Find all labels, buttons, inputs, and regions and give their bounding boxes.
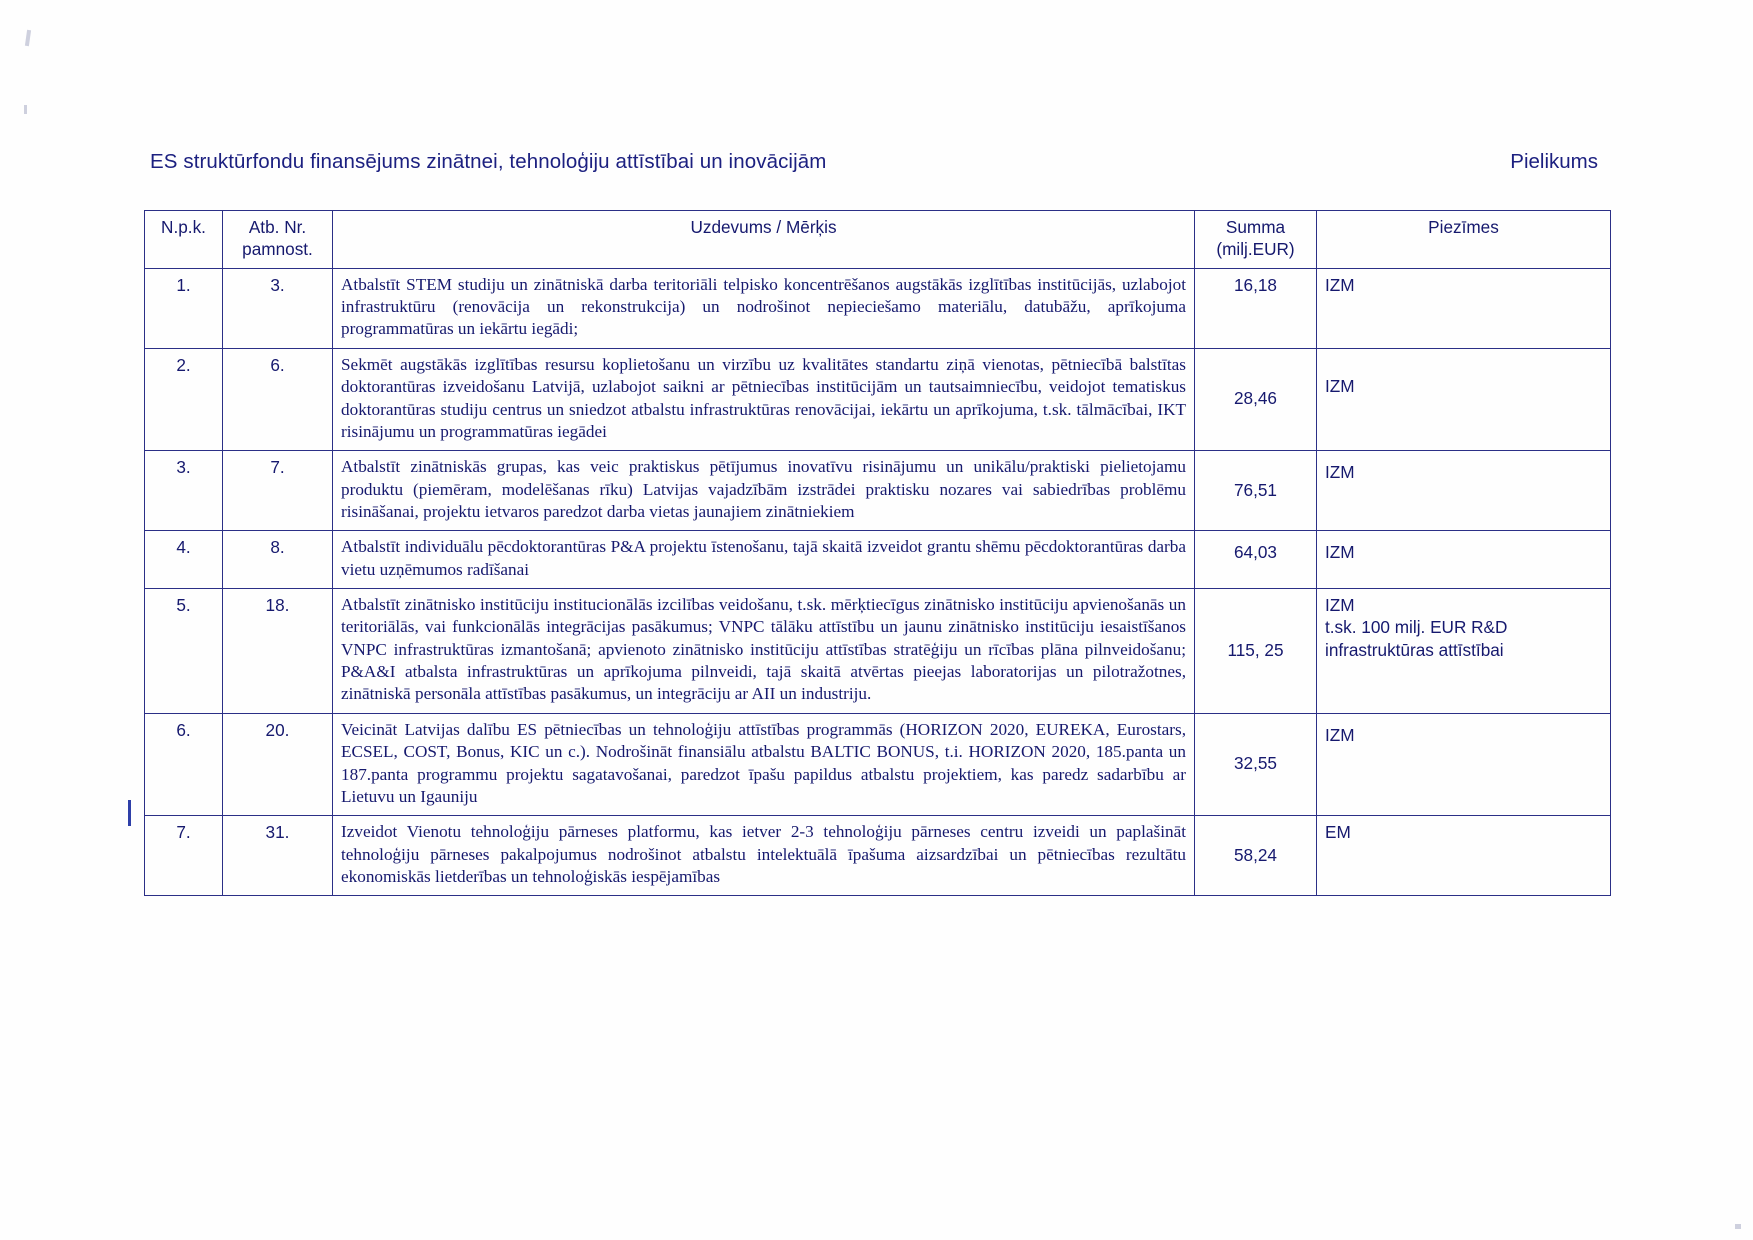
margin-mark xyxy=(128,800,131,826)
cell-atb: 8. xyxy=(223,531,333,589)
cell-task: Atbalstīt zinātnisko institūciju institucionālās izcilības veidošanu, t.sk. mērķtiecīgus zinātnisko institūciju apvienošanās un teritoriālās, vai funkcionālās integrācijas pasākumus; VNPC tālāku attīstību un jaunu zinātnisko institūciju iesaistīšanos VNPC infrastruktūras izmantošanā; apvienoto zinātnisko institūciju attīstības stratēģiju un rīcības plāna pilnveidošanu; P&A&I atbalsta infrastruktūras un aprīkojuma pilnveidi, tajā skaitā atvērtas pieejas laboratorijas un pilotražotnes, zinātniskā personāla attīstības pasākumus, un integrāciju ar AII un industriju. xyxy=(333,589,1195,714)
table-row xyxy=(145,348,1611,450)
table-row xyxy=(145,589,1611,714)
column-header-atb-line1: Atb. Nr. xyxy=(248,217,307,237)
cell-np: 1. xyxy=(145,268,223,348)
cell-task: Izveidot Vienotu tehnoloģiju pārneses platformu, kas ietver 2-3 tehnoloģiju pārneses centru izveidi un paplašināt tehnoloģiju pārneses pakalpojumus nodrošinot atbalstu intelektuālā īpašuma aizsardzībai un pētniecības rezultātu ekonomiskās lietderības un tehnoloģiskās iespējamības xyxy=(333,816,1195,896)
page-title: ES struktūrfondu finansējums zinātnei, tehnoloģiju attīstībai un inovācijām xyxy=(150,150,827,173)
cell-task: Atbalstīt individuālu pēcdoktorantūras P&A projektu īstenošanu, tajā skaitā izveidot grantu shēmu pēcdoktorantūras darba vietu uzņēmumos radīšanai xyxy=(333,531,1195,589)
annex-label: Pielikums xyxy=(1510,150,1598,173)
column-header-atb-line2: pamnost. xyxy=(242,239,313,260)
cell-note-detail: t.sk. 100 milj. EUR R&D infrastruktūras attīstībai xyxy=(1325,617,1508,660)
cell-note: IZM xyxy=(1317,348,1611,450)
cell-np: 4. xyxy=(145,531,223,589)
cell-task: Sekmēt augstākās izglītības resursu koplietošanu un virzību uz kvalitātes standartu ziņā vienotas, pētniecībā balstītas doktorantūras izveidošanu Latvijā, uzlabojot saikni ar pētniecības institūcijām un tautsaimniecību, veidojot tematiskus doktorantūras studiju centrus un sniedzot atbalstu infrastruktūras renovācijai, iekārtu un aprīkojuma, t.sk. tālmācībai, IKT risinājumu un programmatūras iegādei xyxy=(333,348,1195,450)
column-header-sum-line1: Summa xyxy=(1225,217,1286,237)
cell-atb: 20. xyxy=(223,713,333,815)
cell-np: 6. xyxy=(145,713,223,815)
cell-task: Atbalstīt STEM studiju un zinātniskā darba teritoriāli telpisko koncentrēšanos augstākās izglītības institūcijās, uzlabojot infrastruktūru (renovācija un rekonstrukcija) un nodrošinot nepieciešamo materiālu, datubāžu, aprīkojuma programmatūras un iekārtu iegādi; xyxy=(333,268,1195,348)
cell-atb: 6. xyxy=(223,348,333,450)
cell-sum: 32,55 xyxy=(1195,713,1317,815)
table-body xyxy=(145,268,1611,896)
cell-note-agency: IZM xyxy=(1325,595,1355,616)
table-header xyxy=(145,211,1611,269)
scan-artifact xyxy=(1735,1224,1741,1229)
column-header-sum xyxy=(1195,211,1317,269)
column-header-notes: Piezīmes xyxy=(1317,211,1611,269)
cell-atb: 7. xyxy=(223,451,333,531)
column-header-atb xyxy=(223,211,333,269)
table-header-row xyxy=(145,211,1611,269)
table-row xyxy=(145,268,1611,348)
cell-atb: 3. xyxy=(223,268,333,348)
cell-task: Veicināt Latvijas dalību ES pētniecības un tehnoloģiju attīstības programmās (HORIZON 2020, EUREKA, Eurostars, ECSEL, COST, Bonus, KIC un c.). Nodrošināt finansiālu atbalstu BALTIC BONUS, t.i. HORIZON 2020, 185.panta un 187.panta programmu projektu sagatavošanai, paredzot īpašu papildus atbalstu projektiem, kas paredz sadarbību ar Lietuvu un Igauniju xyxy=(333,713,1195,815)
cell-np: 7. xyxy=(145,816,223,896)
cell-sum: 16,18 xyxy=(1195,268,1317,348)
cell-note: EM xyxy=(1317,816,1611,896)
cell-sum: 64,03 xyxy=(1195,531,1317,589)
cell-note: IZM xyxy=(1317,268,1611,348)
cell-np: 2. xyxy=(145,348,223,450)
cell-sum: 76,51 xyxy=(1195,451,1317,531)
cell-note: IZM xyxy=(1317,531,1611,589)
cell-task: Atbalstīt zinātniskās grupas, kas veic praktiskus pētījumus inovatīvu risinājumu un unikālu/praktiski pielietojamu produktu (piemēram, modelēšanas rīku) Latvijas vajadzībām izstrādei praktisku nozares vai sabiedrības problēmu risināšanai, projektu ietvaros paredzot darba vietas jaunajiem zinātniekiem xyxy=(333,451,1195,531)
cell-note: IZM xyxy=(1317,713,1611,815)
column-header-sum-line2: (milj.EUR) xyxy=(1216,239,1295,260)
cell-atb: 31. xyxy=(223,816,333,896)
funding-table xyxy=(144,210,1611,896)
cell-note: IZM xyxy=(1317,451,1611,531)
table-row xyxy=(145,816,1611,896)
cell-note xyxy=(1317,589,1611,714)
cell-atb: 18. xyxy=(223,589,333,714)
column-header-task: Uzdevums / Mērķis xyxy=(333,211,1195,269)
cell-sum: 58,24 xyxy=(1195,816,1317,896)
cell-sum: 115, 25 xyxy=(1195,589,1317,714)
cell-np: 3. xyxy=(145,451,223,531)
cell-np: 5. xyxy=(145,589,223,714)
document-header xyxy=(150,150,1610,174)
cell-sum: 28,46 xyxy=(1195,348,1317,450)
table-row xyxy=(145,713,1611,815)
scan-artifact xyxy=(25,30,31,46)
table-row xyxy=(145,451,1611,531)
table-row xyxy=(145,531,1611,589)
column-header-np: N.p.k. xyxy=(145,211,223,269)
scan-artifact xyxy=(24,105,27,114)
